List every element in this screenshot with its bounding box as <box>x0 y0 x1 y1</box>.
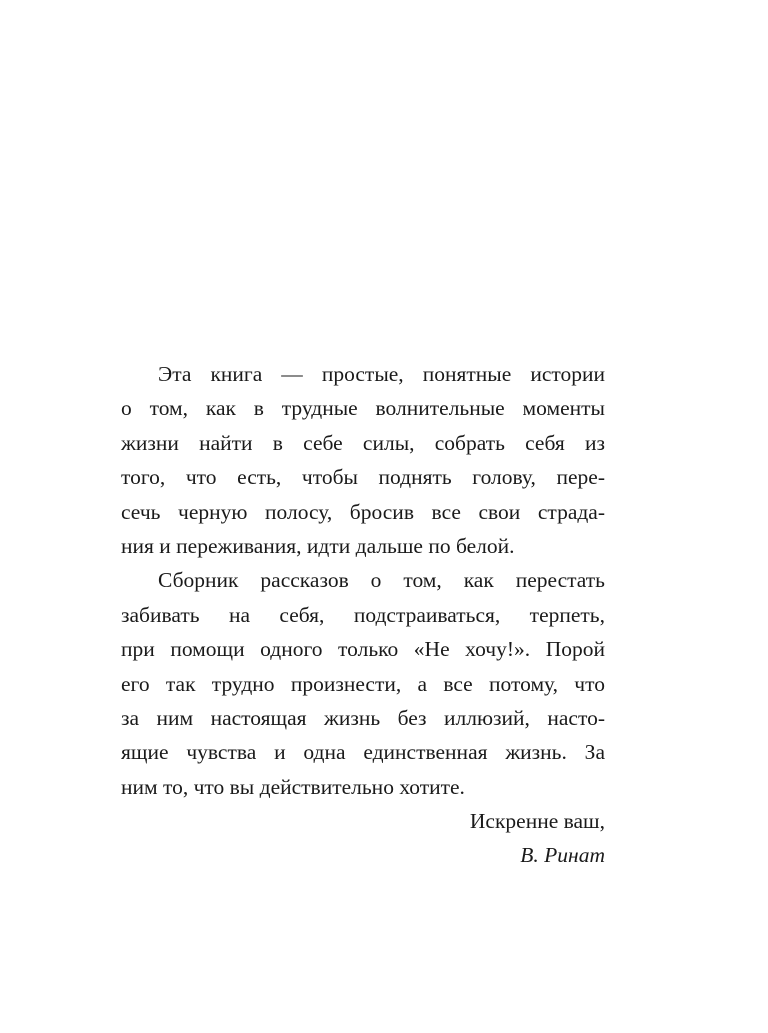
signoff-author: В. Ринат <box>520 843 605 868</box>
text-line: того, что есть, чтобы поднять голову, пере- <box>121 465 605 490</box>
text-line: ним то, что вы действительно хотите. <box>121 774 465 799</box>
text-line: ящие чувства и одна единственная жизнь. За <box>121 740 605 765</box>
text-line: жизни найти в себе силы, собрать себя из <box>121 430 605 455</box>
text-line: Эта книга — простые, понятные истории <box>158 362 605 386</box>
text-line: сечь черную полосу, бросив все свои страда- <box>121 499 605 524</box>
text-line: Сборник рассказов о том, как перестать <box>158 568 605 593</box>
text-line: за ним настоящая жизнь без иллюзий, насто- <box>121 705 605 730</box>
text-line: забивать на себя, подстраиваться, терпеть, <box>121 602 605 627</box>
annotation-text <box>121 357 605 873</box>
text-line: при помощи одного только «Не хочу!». Порой <box>121 637 605 662</box>
paragraph-2 <box>121 563 605 804</box>
text-line: ния и переживания, идти дальше по белой. <box>121 533 515 558</box>
signoff-closing: Искренне ваш, <box>469 809 605 834</box>
text-line: его так трудно произнести, а все потому, что <box>121 671 605 696</box>
paragraph-1 <box>121 357 605 563</box>
text-line: о том, как в трудные волнительные моменты <box>121 396 605 421</box>
